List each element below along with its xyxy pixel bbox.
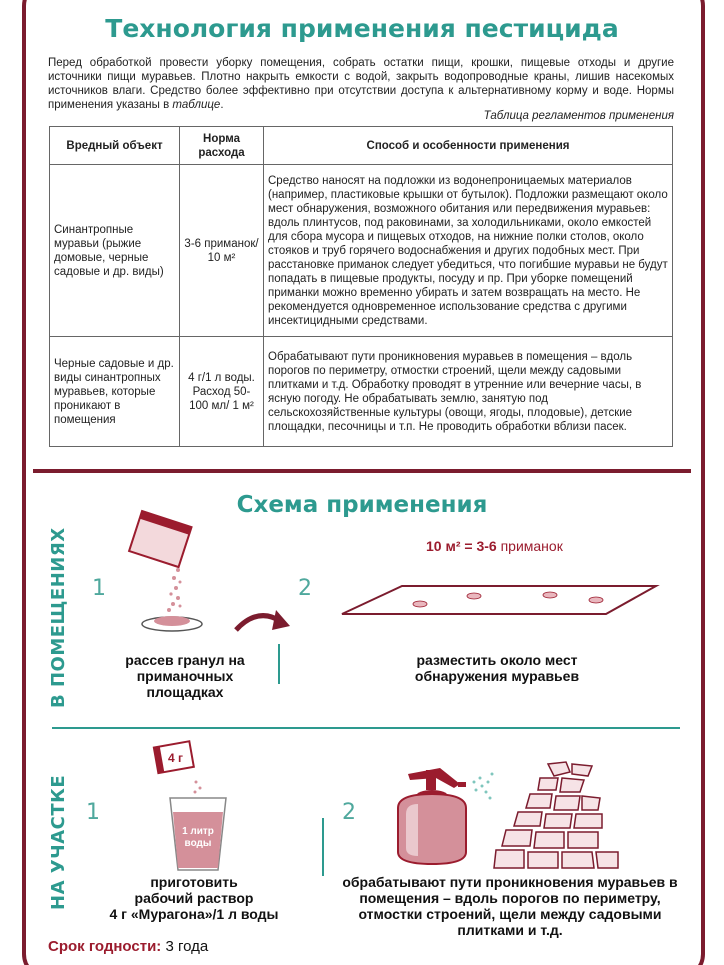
regulations-table <box>49 126 673 447</box>
stone-path-icon <box>494 760 624 872</box>
indoor-step1-number: 1 <box>92 576 106 601</box>
cell-object: Синантропные муравьи (рыжие домовые, черные садовые и др. виды) <box>50 165 180 337</box>
scheme-title: Схема применения <box>236 492 488 518</box>
outdoor-step1-line2: рабочий раствор <box>134 890 254 906</box>
cell-object: Черные садовые и др. виды синантропных муравьев, которые проникают в помещения <box>50 337 180 447</box>
table-caption: Таблица регламентов применения <box>483 110 674 122</box>
glass-label-1: 1 литр <box>182 826 214 837</box>
intro-emphasis: таблице <box>172 99 221 111</box>
expiry-line <box>48 938 208 955</box>
cell-method: Средство наносят на подложки из водонепроницаемых материалов (например, пластиковые крышки от бутылок). Подложки размещают около мест обнаружения, возможного обитания или передвижения муравьев: вдоль плинтусов, под раковинами, за холодильниками, около емкостей для сбора мусора и пищевых отходов, на нижние полки столов, около стояков и труб горячего водоснабжения и других подобных мест. При расстановке приманок следует убедиться, что погибшие муравьи не будут попадать в пищевые продукты, посуду и пр. При уборке помещений приманки можно временно убирать и затем возвращать на место. Не рекомендуется одновременное использование средства с другими инсектицидными средствами. <box>264 165 673 337</box>
header-rate: Норма расхода <box>180 127 264 165</box>
outdoor-step1-line3: 4 г «Мурагона»/1 л воды <box>109 906 279 922</box>
sachet-granules-icon <box>120 510 210 640</box>
floor-with-baits-icon <box>340 584 660 620</box>
outdoor-step1-line1: приготовить <box>150 874 238 890</box>
outdoor-step2-caption: обрабатывают пути проникновения муравьев в помещения – вдоль порогов по периметру, отмостки строений, щели между садовыми плитками и т.д. <box>342 874 678 938</box>
sprayer-icon <box>384 760 494 870</box>
sachet-label: 4 г <box>168 751 184 765</box>
intro-paragraph <box>48 56 674 112</box>
cell-rate: 3-6 приманок/ 10 м² <box>180 165 264 337</box>
ratio-amount: 10 м² <box>426 538 461 554</box>
intro-end: . <box>220 99 224 111</box>
cell-rate: 4 г/1 л воды. Расход 50-100 мл/ 1 м² <box>180 337 264 447</box>
outdoor-step1-caption <box>76 874 312 922</box>
expiry-label: Срок годности: <box>48 938 162 955</box>
ratio-count: 3-6 <box>476 538 497 554</box>
outdoor-step-divider <box>322 818 324 876</box>
indoor-step-divider <box>278 644 280 684</box>
intro-text: Перед обработкой провести уборку помещения, собрать остатки пищи, крошки, пищевые отходы и другие источники пищи муравьев. Плотно накрыть емкости с водой, закрыть водопроводные краны, лишив насекомых источников влаги. Средство более эффективно при отсутствии доступа к альтернативному корму и воде. Нормы применения указаны в <box>48 57 674 111</box>
page-title: Технология применения пестицида <box>105 14 619 43</box>
indoor-step2-number: 2 <box>298 576 312 601</box>
expiry-value: 3 года <box>161 938 209 955</box>
indoor-step1-caption: рассев гранул на приманочных площадках <box>125 652 245 700</box>
bait-ratio <box>426 538 563 554</box>
cell-method: Обрабатывают пути проникновения муравьев в помещения – вдоль порогов по периметру, отмостки строений, щели между садовыми плитками и т.д. Обработку проводят в утренние или вечерние часы, в ясную погоду. Не обрабатывать землю, занятую под сельскохозяйственные культуры (овощи, ягоды, плодовые), детские площадки, песочницы и т.п. Не проводить обработки вблизи пасек. <box>264 337 673 447</box>
ratio-unit: приманок <box>496 538 563 554</box>
table-row <box>50 165 673 337</box>
outdoor-side-label: НА УЧАСТКЕ <box>48 774 69 910</box>
indoor-step2-caption: разместить около мест обнаружения муравьев <box>414 652 580 684</box>
table-header-row <box>50 127 673 165</box>
section-divider <box>33 469 691 473</box>
curved-arrow-icon <box>232 600 292 640</box>
header-method: Способ и особенности применения <box>264 127 673 165</box>
scheme-divider <box>52 727 680 729</box>
outdoor-step2-number: 2 <box>342 800 356 825</box>
ratio-eq: = <box>460 538 477 554</box>
outdoor-step1-number: 1 <box>86 800 100 825</box>
glass-label-2: воды <box>184 838 212 849</box>
header-object: Вредный объект <box>50 127 180 165</box>
indoor-side-label: В ПОМЕЩЕНИЯХ <box>48 527 69 708</box>
water-glass-icon <box>166 778 230 872</box>
table-row <box>50 337 673 447</box>
